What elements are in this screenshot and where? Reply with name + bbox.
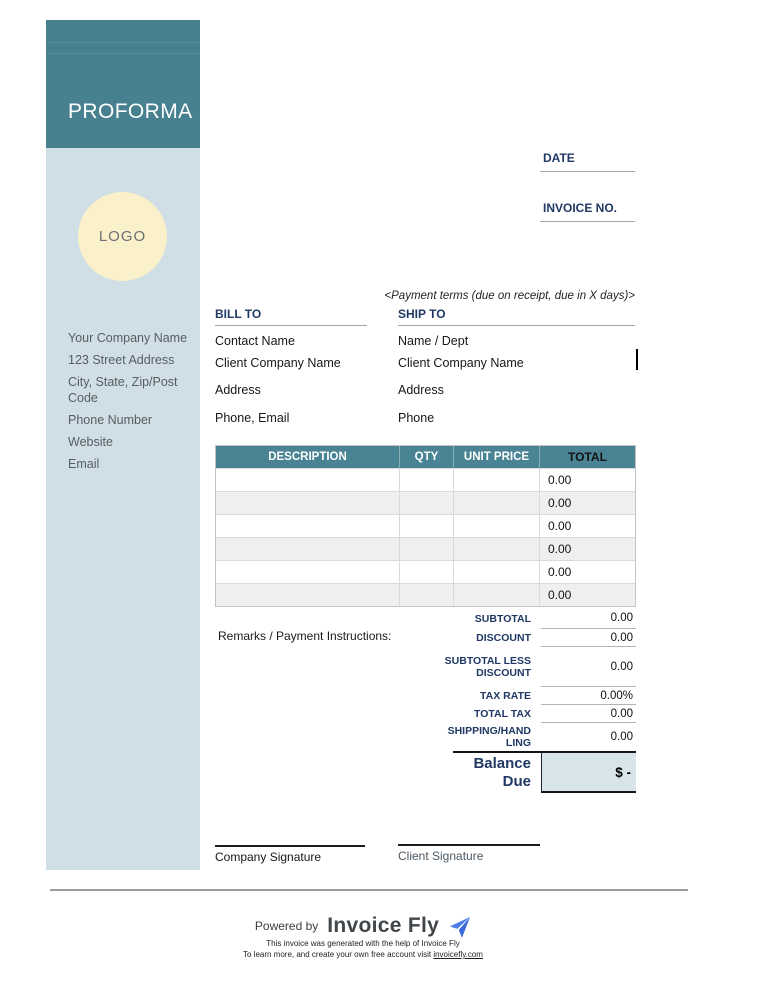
item-unit-price-cell[interactable] [453, 515, 539, 537]
ship-to-company-field[interactable]: Client Company Name [398, 356, 524, 371]
item-qty-cell[interactable] [399, 492, 453, 514]
company-info [68, 330, 192, 478]
item-qty-cell[interactable] [399, 584, 453, 606]
powered-by-row [0, 912, 726, 940]
footer-divider [50, 889, 688, 891]
bill-to-company-field[interactable]: Client Company Name [215, 356, 341, 371]
table-row [216, 537, 635, 560]
logo-placeholder[interactable] [78, 192, 167, 281]
paper-plane-icon [448, 916, 471, 939]
total-tax-value[interactable]: 0.00 [541, 705, 636, 723]
invoice-no-label: INVOICE NO. [543, 201, 618, 215]
item-unit-price-cell[interactable] [453, 538, 539, 560]
company-email-field[interactable]: Email [68, 457, 100, 471]
item-total-cell[interactable]: 0.00 [539, 538, 635, 560]
item-description-cell[interactable] [216, 584, 399, 606]
balance-due-value: $ - [541, 753, 636, 793]
bill-to-rule [215, 325, 367, 326]
client-signature-block [398, 844, 540, 863]
column-header-unit-price: UNIT PRICE [453, 446, 539, 468]
brand-name: Invoice Fly [327, 914, 440, 937]
company-phone-field[interactable]: Phone Number [68, 413, 153, 427]
sidebar-body [46, 148, 200, 870]
table-header-row [216, 446, 635, 468]
column-header-qty: QTY [399, 446, 453, 468]
items-table [215, 445, 636, 607]
ship-to-section [398, 307, 635, 426]
summary-row-subtotal [215, 608, 636, 629]
item-qty-cell[interactable] [399, 469, 453, 491]
document-title: PROFORMA [68, 100, 193, 123]
bill-to-address-field[interactable]: Address [215, 383, 261, 398]
subtotal-label: SUBTOTAL [474, 612, 531, 625]
logo-text: LOGO [98, 228, 147, 245]
item-description-cell[interactable] [216, 561, 399, 583]
tax-rate-label: TAX RATE [480, 690, 531, 702]
discount-label: DISCOUNT [476, 632, 531, 644]
ship-to-address-field[interactable]: Address [398, 383, 444, 398]
item-unit-price-cell[interactable] [453, 561, 539, 583]
item-total-cell[interactable]: 0.00 [539, 492, 635, 514]
balance-due-row [453, 751, 636, 793]
item-unit-price-cell[interactable] [453, 469, 539, 491]
date-input[interactable] [540, 154, 635, 172]
shipping-handling-value[interactable]: 0.00 [610, 731, 633, 743]
bill-to-section [215, 307, 367, 426]
grid-line [46, 53, 200, 54]
item-description-cell[interactable] [216, 538, 399, 560]
footer-generated-text: This invoice was generated with the help of Invoice Fly [266, 939, 460, 948]
ship-to-rule [398, 325, 635, 326]
table-row [216, 468, 635, 491]
subtotal-value[interactable]: 0.00 [541, 608, 636, 629]
payment-terms-placeholder[interactable]: <Payment terms (due on receipt, due in X days)> [384, 290, 635, 302]
client-signature-label: Client Signature [398, 848, 484, 863]
table-row [216, 583, 635, 606]
item-qty-cell[interactable] [399, 561, 453, 583]
item-qty-cell[interactable] [399, 515, 453, 537]
company-city-field[interactable]: City, State, Zip/Post Code [68, 375, 178, 405]
company-signature-label: Company Signature [215, 849, 322, 864]
item-description-cell[interactable] [216, 469, 399, 491]
ship-to-phone-field[interactable]: Phone [398, 411, 435, 426]
shipping-handling-label: SHIPPING/HANDLING [447, 725, 531, 749]
summary-row-tax-rate [215, 687, 636, 705]
item-unit-price-cell[interactable] [453, 584, 539, 606]
table-row [216, 514, 635, 537]
summary-row-shipping [215, 723, 636, 751]
item-unit-price-cell[interactable] [453, 492, 539, 514]
tax-rate-value[interactable]: 0.00% [541, 687, 636, 705]
column-header-total: TOTAL [539, 446, 635, 468]
text-cursor [636, 349, 638, 370]
column-header-description: DESCRIPTION [268, 451, 347, 463]
item-description-cell[interactable] [216, 515, 399, 537]
item-description-cell[interactable] [216, 492, 399, 514]
ship-to-label: SHIP TO [398, 307, 446, 321]
ship-to-name-field[interactable]: Name / Dept [398, 334, 469, 349]
item-total-cell[interactable]: 0.00 [539, 584, 635, 606]
invoice-no-input[interactable] [540, 204, 635, 222]
subtotal-less-discount-label: SUBTOTAL LESS DISCOUNT [444, 655, 531, 679]
subtotal-less-discount-value[interactable]: 0.00 [541, 647, 636, 687]
company-name-field[interactable]: Your Company Name [68, 331, 188, 345]
client-signature-line [398, 844, 540, 846]
summary-row-subtotal-less-discount [215, 647, 636, 687]
powered-by-text: Powered by [254, 919, 319, 933]
remarks-label[interactable]: Remarks / Payment Instructions: [218, 629, 392, 643]
sidebar-header [46, 20, 200, 148]
footer-learn-more-text [0, 950, 726, 959]
bill-to-phone-email-field[interactable]: Phone, Email [215, 411, 290, 426]
summary-row-total-tax [215, 705, 636, 723]
company-street-field[interactable]: 123 Street Address [68, 353, 175, 367]
item-total-cell[interactable]: 0.00 [539, 561, 635, 583]
table-row [216, 560, 635, 583]
bill-to-contact-field[interactable]: Contact Name [215, 334, 295, 349]
item-qty-cell[interactable] [399, 538, 453, 560]
item-total-cell[interactable]: 0.00 [539, 469, 635, 491]
balance-due-label: Balance Due [473, 755, 531, 790]
bill-to-label: BILL TO [215, 307, 262, 321]
grid-line [46, 42, 200, 43]
company-website-field[interactable]: Website [68, 435, 113, 449]
item-total-cell[interactable]: 0.00 [539, 515, 635, 537]
company-signature-block [215, 845, 365, 864]
total-tax-label: TOTAL TAX [474, 708, 531, 720]
sidebar [46, 20, 200, 870]
footer-learn-more-prefix: To learn more, and create your own free account visit [243, 950, 434, 959]
date-label: DATE [543, 151, 575, 165]
table-row [216, 491, 635, 514]
discount-value[interactable]: 0.00 [541, 629, 636, 647]
company-signature-line [215, 845, 365, 847]
invoicefly-link[interactable]: invoicefly.com [433, 950, 483, 959]
